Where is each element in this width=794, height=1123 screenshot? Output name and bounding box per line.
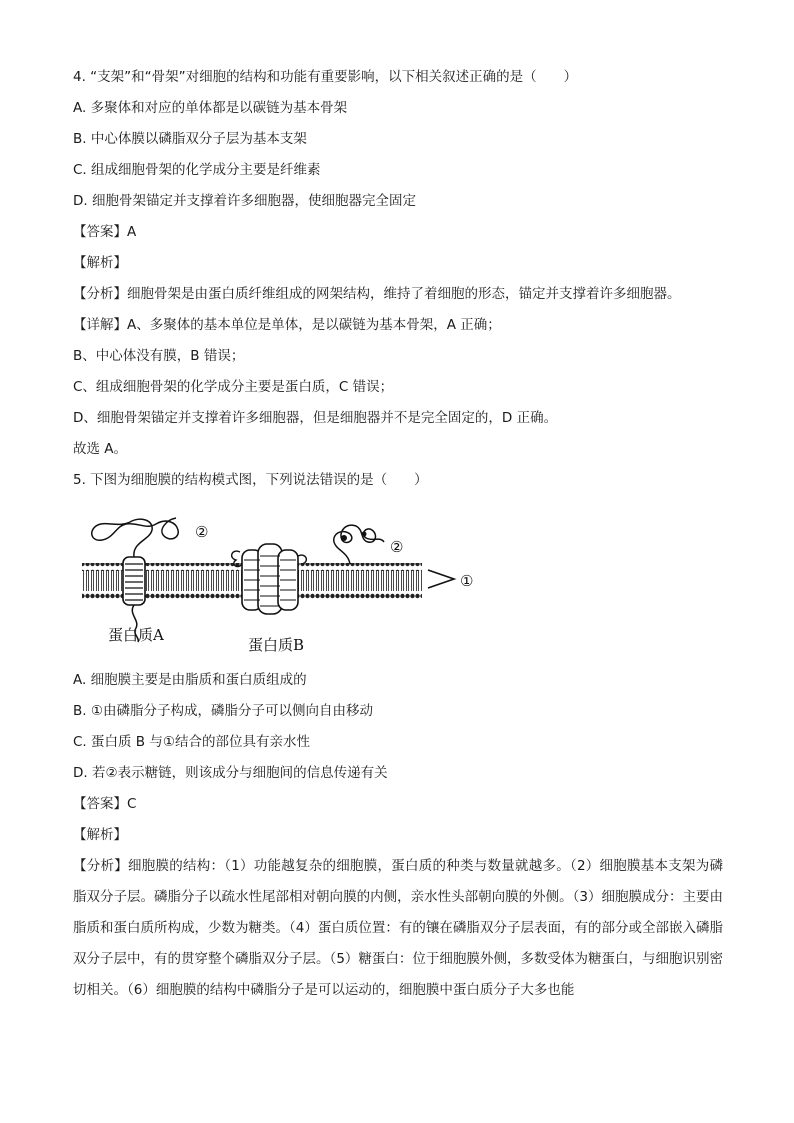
q5-option-b: B. ①由磷脂分子构成，磷脂分子可以侧向自由移动: [73, 703, 373, 719]
q4-detail-1: 【详解】A、多聚体的基本单位是单体，是以碳链为基本骨架，A 正确；: [73, 317, 501, 333]
q4-analysis-title: 【解析】: [73, 255, 127, 271]
q5-option-d: D. 若②表示糖链，则该成分与细胞间的信息传递有关: [73, 765, 388, 781]
label-1: ①: [460, 572, 474, 590]
label-2-left: ②: [195, 523, 209, 541]
label-protein-a: 蛋白质A: [108, 626, 164, 644]
label-2-right: ②: [390, 538, 404, 556]
q5-fenxi-paragraph: 【分析】细胞膜的结构：（1）功能越复杂的细胞膜，蛋白质的种类与数量就越多。（2）细胞膜基本支架为磷脂双分子层。磷脂分子以疏水性尾部相对朝向膜的内侧，亲水性头部朝向膜的外侧。（3）细胞膜成分：主要由脂质和蛋白质所构成，少数为糖类。（4）蛋白质位置：有的镶在磷脂双分子层表面，有的部分或全部嵌入磷脂双分子层中，有的贯穿整个磷脂双分子层。（5）糖蛋白：位于细胞膜外侧，多数受体为糖蛋白，与细胞识别密切相关。（6）细胞膜的结构中磷脂分子是可以运动的，细胞膜中蛋白质分子大多也能: [73, 858, 723, 998]
q4-detail-3: C、组成细胞骨架的化学成分主要是蛋白质，C 错误；: [73, 379, 394, 395]
arrow-pointer-icon: [428, 570, 454, 588]
label-protein-b: 蛋白质B: [248, 636, 305, 654]
cell-membrane-diagram: [80, 512, 492, 662]
q4-stem: 4. “支架”和“骨架”对细胞的结构和功能有重要影响，以下相关叙述正确的是（ ）: [73, 69, 578, 85]
glycan-chain-right: [334, 525, 384, 564]
q4-fenxi: 【分析】细胞骨架是由蛋白质纤维组成的网架结构，维持了着细胞的形态，锚定并支撑着许多细胞器。: [73, 286, 681, 302]
q4-option-b: B. 中心体膜以磷脂双分子层为基本支架: [73, 131, 307, 147]
protein-b-shape: [232, 544, 307, 614]
q4-option-d: D. 细胞骨架锚定并支撑着许多细胞器，使细胞器完全固定: [73, 193, 416, 209]
q5-analysis-title: 【解析】: [73, 827, 127, 843]
q5-option-c: C. 蛋白质 B 与①结合的部位具有亲水性: [73, 734, 310, 750]
q5-option-a: A. 细胞膜主要是由脂质和蛋白质组成的: [73, 672, 307, 688]
q5-answer: 【答案】C: [73, 796, 137, 812]
q4-option-c: C. 组成细胞骨架的化学成分主要是纤维素: [73, 162, 321, 178]
cell-membrane-figure: [80, 512, 492, 662]
q5-stem: 5. 下图为细胞膜的结构模式图，下列说法错误的是（ ）: [73, 472, 428, 488]
q4-conclusion: 故选 A。: [73, 441, 128, 457]
q4-detail-2: B、中心体没有膜，B 错误；: [73, 348, 245, 364]
q4-answer: 【答案】A: [73, 224, 137, 240]
q4-detail-4: D、细胞骨架锚定并支撑着许多细胞器，但是细胞器并不是完全固定的，D 正确。: [73, 410, 558, 426]
q4-option-a: A. 多聚体和对应的单体都是以碳链为基本骨架: [73, 100, 348, 116]
